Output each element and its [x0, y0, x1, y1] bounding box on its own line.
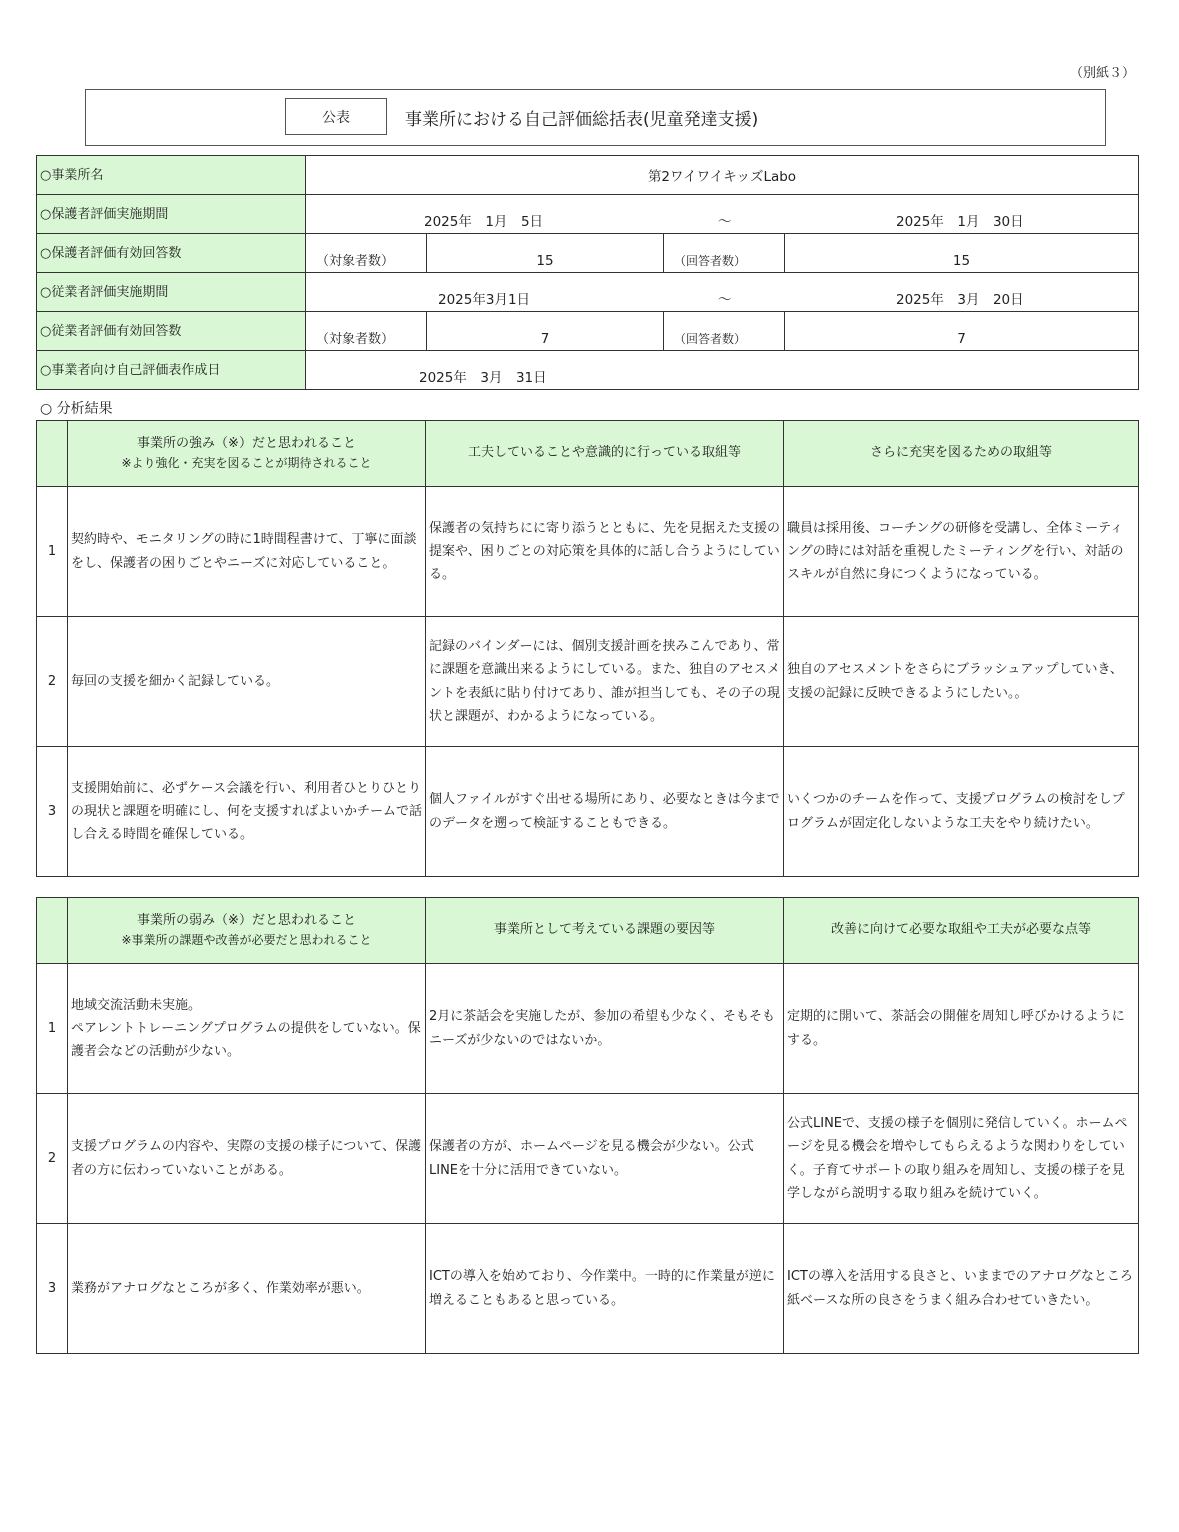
table-row	[37, 617, 1139, 747]
info-row-guardian-count	[37, 234, 1139, 273]
weaknesses-header-col3: 改善に向けて必要な取組や工夫が必要な点等	[784, 898, 1139, 964]
weaknesses-header-col1	[68, 898, 426, 964]
strength-cell: 毎回の支援を細かく記録している。	[68, 617, 426, 747]
staff-count-label: ○従業者評価有効回答数	[37, 312, 306, 351]
strengths-header-col2: 工夫していることや意識的に行っている取組等	[426, 421, 784, 487]
page-title: 事業所における自己評価総括表(児童発達支援)	[405, 110, 759, 130]
office-name-label: ○事業所名	[37, 156, 306, 195]
info-row-guardian-period	[37, 195, 1139, 234]
title-box	[85, 89, 1106, 146]
weaknesses-header-col1-note: ※事業所の課題や改善が必要だと思われること	[121, 933, 372, 948]
guardian-period-sep: ～	[718, 214, 732, 230]
staff-answer-value: 7	[785, 312, 1139, 351]
guardian-target-label: （対象者数）	[306, 234, 427, 273]
strengths-header-col1	[68, 421, 426, 487]
row-number: 2	[37, 1094, 68, 1224]
staff-answer-label: （回答者数）	[664, 312, 785, 351]
enhancement-cell: 職員は採用後、コーチングの研修を受講し、全体ミーティングの時には対話を重視したミーティングを行い、対話のスキルが自然に身につくようになっている。	[784, 487, 1139, 617]
office-name-value: 第2ワイワイキッズLabo	[306, 156, 1139, 195]
staff-target-label: （対象者数）	[306, 312, 427, 351]
weaknesses-header-col2: 事業所として考えている課題の要因等	[426, 898, 784, 964]
weakness-cell: 支援プログラムの内容や、実際の支援の様子について、保護者の方に伝わっていないことがある。	[68, 1094, 426, 1224]
guardian-count-label: ○保護者評価有効回答数	[37, 234, 306, 273]
guardian-period-start: 2025年 1月 5日	[424, 214, 544, 230]
effort-cell: 保護者の気持ちにに寄り添うとともに、先を見据えた支援の提案や、困りごとの対応策を具体的に話し合うようにしている。	[426, 487, 784, 617]
info-row-office	[37, 156, 1139, 195]
staff-period-start: 2025年3月1日	[438, 292, 531, 308]
strengths-header-col1-title: 事業所の強み（※）だと思われること	[137, 435, 356, 451]
table-row	[37, 747, 1139, 877]
strengths-header-col1-note: ※より強化・充実を図ることが期待されること	[121, 456, 372, 471]
guardian-target-value: 15	[427, 234, 664, 273]
strength-cell: 支援開始前に、必ずケース会議を行い、利用者ひとりひとりの現状と課題を明確にし、何を支援すればよいかチームで話し合える時間を確保している。	[68, 747, 426, 877]
created-label: ○事業者向け自己評価表作成日	[37, 351, 306, 390]
cause-cell: 保護者の方が、ホームページを見る機会が少ない。公式LINEを十分に活用できていない。	[426, 1094, 784, 1224]
strengths-header-row	[37, 421, 1139, 487]
strengths-header-col3: さらに充実を図るための取組等	[784, 421, 1139, 487]
info-table	[36, 155, 1139, 390]
info-row-staff-count	[37, 312, 1139, 351]
table-row	[37, 487, 1139, 617]
guardian-answer-value: 15	[785, 234, 1139, 273]
improvement-cell: 定期的に開いて、茶話会の開催を周知し呼びかけるようにする。	[784, 964, 1139, 1094]
row-number: 3	[37, 747, 68, 877]
weakness-cell: 地域交流活動未実施。 ペアレントトレーニングプログラムの提供をしていない。保護者会などの活動が少ない。	[68, 964, 426, 1094]
staff-target-value: 7	[427, 312, 664, 351]
table-row	[37, 964, 1139, 1094]
weaknesses-table	[36, 897, 1139, 1354]
enhancement-cell: いくつかのチームを作って、支援プログラムの検討をしプログラムが固定化しないような工夫をやり続けたい。	[784, 747, 1139, 877]
strength-cell: 契約時や、モニタリングの時に1時間程書けて、丁寧に面談をし、保護者の困りごとやニーズに対応していること。	[68, 487, 426, 617]
effort-cell: 個人ファイルがすぐ出せる場所にあり、必要なときは今までのデータを遡って検証することもできる。	[426, 747, 784, 877]
weaknesses-header-row	[37, 898, 1139, 964]
table-row	[37, 1094, 1139, 1224]
public-badge: 公表	[285, 98, 387, 135]
improvement-cell: ICTの導入を活用する良さと、いままでのアナログなところ紙ベースな所の良さをうまく組み合わせていきたい。	[784, 1224, 1139, 1354]
staff-period-cell	[306, 273, 1139, 312]
row-number: 2	[37, 617, 68, 747]
weakness-cell: 業務がアナログなところが多く、作業効率が悪い。	[68, 1224, 426, 1354]
strengths-table	[36, 420, 1139, 877]
analysis-label: ○ 分析結果	[40, 401, 113, 417]
row-number: 1	[37, 964, 68, 1094]
weaknesses-header-col1-title: 事業所の弱み（※）だと思われること	[137, 912, 356, 928]
table-row	[37, 1224, 1139, 1354]
row-number: 3	[37, 1224, 68, 1354]
info-row-created	[37, 351, 1139, 390]
improvement-cell: 公式LINEで、支援の様子を個別に発信していく。ホームページを見る機会を増やしてもらえるような関わりをしていく。子育てサポートの取り組みを周知し、支援の様子を見学しながら説明する取り組みを続けていく。	[784, 1094, 1139, 1224]
created-cell	[306, 351, 1139, 390]
attachment-label: （別紙３）	[1070, 66, 1136, 81]
row-number: 1	[37, 487, 68, 617]
staff-period-label: ○従業者評価実施期間	[37, 273, 306, 312]
enhancement-cell: 独自のアセスメントをさらにブラッシュアップしていき、支援の記録に反映できるようにしたい。。	[784, 617, 1139, 747]
staff-period-end: 2025年 3月 20日	[896, 292, 1024, 308]
effort-cell: 記録のバインダーには、個別支援計画を挟みこんであり、常に課題を意識出来るようにしている。また、独自のアセスメントを表紙に貼り付けてあり、誰が担当しても、その子の現状と課題が、わかるようになっている。	[426, 617, 784, 747]
created-date: 2025年 3月 31日	[419, 370, 547, 386]
guardian-period-label: ○保護者評価実施期間	[37, 195, 306, 234]
weaknesses-header-num	[37, 898, 68, 964]
cause-cell: ICTの導入を始めており、今作業中。一時的に作業量が逆に増えることもあると思っている。	[426, 1224, 784, 1354]
strengths-header-num	[37, 421, 68, 487]
staff-period-sep: ～	[718, 292, 732, 308]
guardian-period-cell	[306, 195, 1139, 234]
info-row-staff-period	[37, 273, 1139, 312]
cause-cell: 2月に茶話会を実施したが、参加の希望も少なく、そもそもニーズが少ないのではないか。	[426, 964, 784, 1094]
guardian-period-end: 2025年 1月 30日	[896, 214, 1024, 230]
guardian-answer-label: （回答者数）	[664, 234, 785, 273]
